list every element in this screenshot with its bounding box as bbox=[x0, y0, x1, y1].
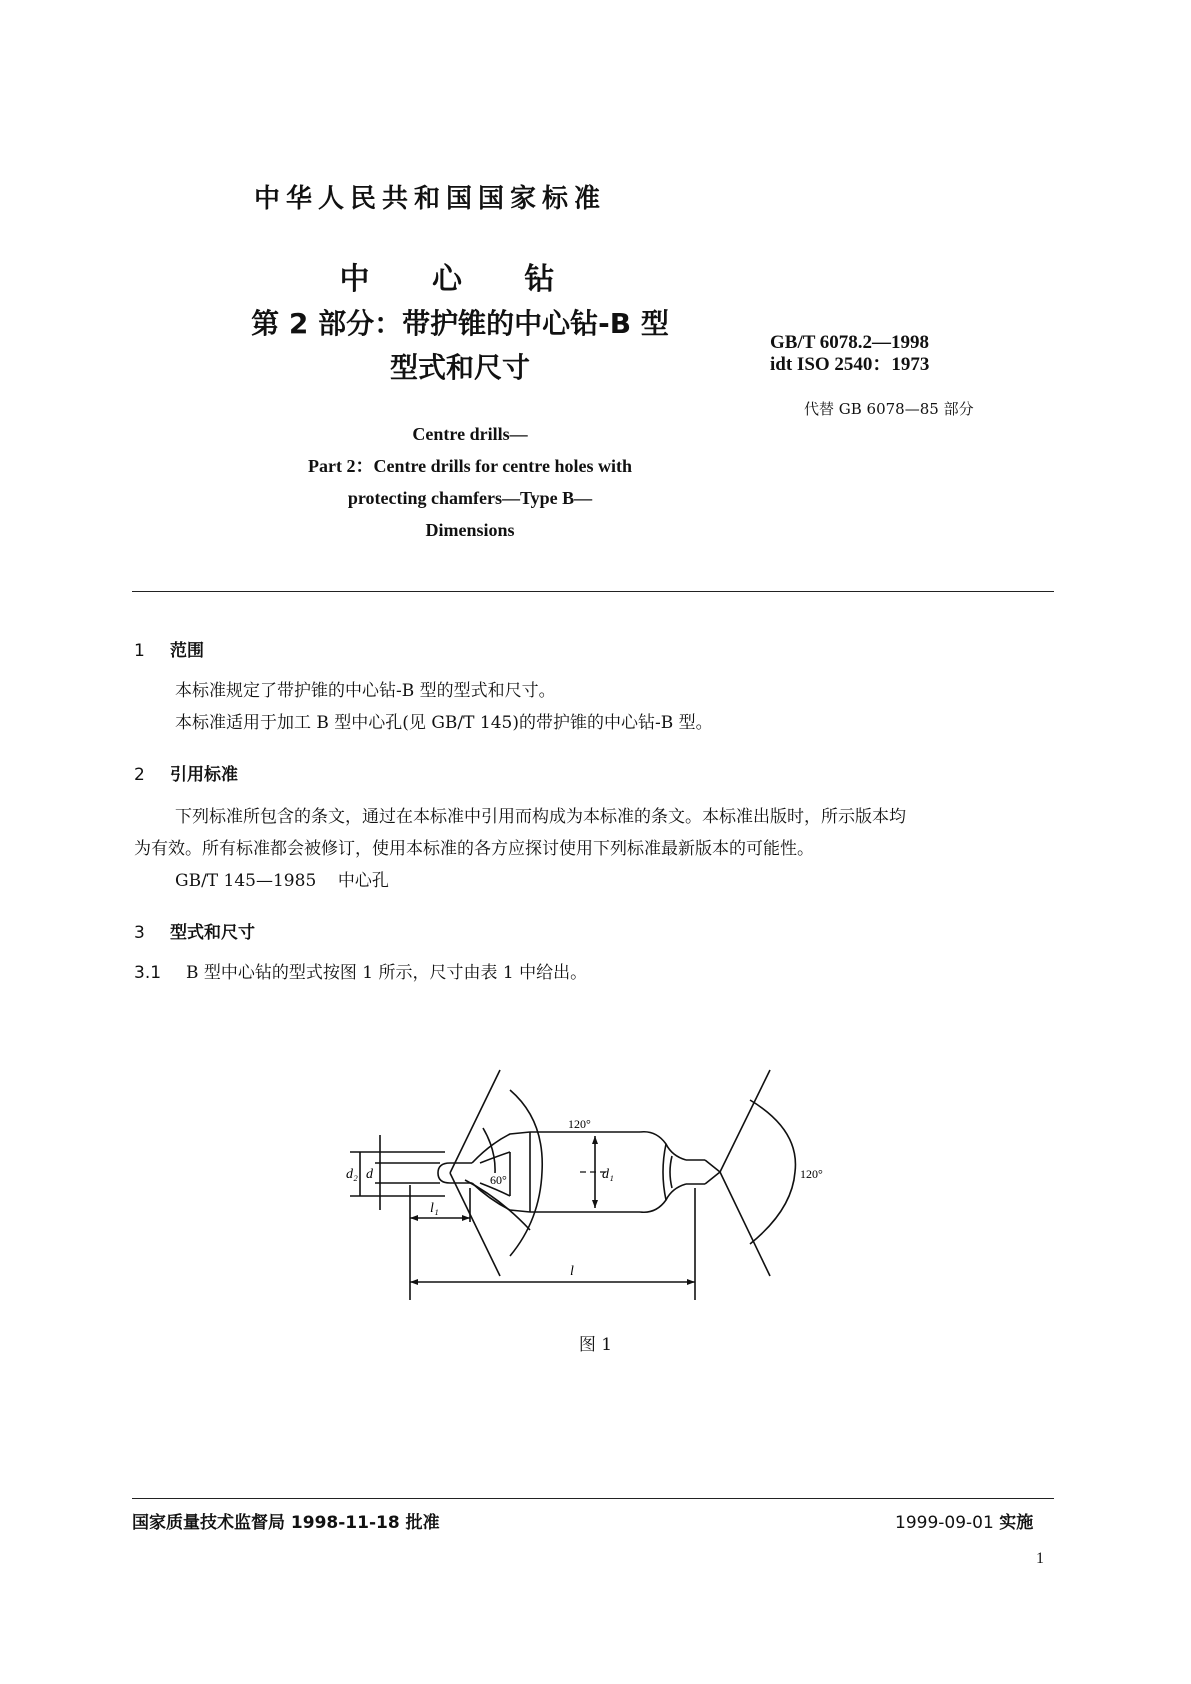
title-line-2: 第 2 部分：带护锥的中心钻-B 型 bbox=[251, 307, 669, 340]
section-2-title: 引用标准 bbox=[170, 765, 238, 785]
section-3-1-number: 3.1 bbox=[134, 963, 162, 983]
approval-line: 国家质量技术监督局 1998-11-18 批准 bbox=[132, 1513, 440, 1533]
label-d2: d₂ bbox=[346, 1167, 358, 1182]
left-cone-top bbox=[472, 1132, 530, 1163]
l1-arrow-right bbox=[462, 1215, 470, 1221]
title-line-3: 型式和尺寸 bbox=[389, 351, 530, 384]
section-2-number: 2 bbox=[134, 765, 145, 785]
section-2-paragraph-line-2: 为有效。所有标准都会被修订，使用本标准的各方应探讨使用下列标准最新版本的可能性。 bbox=[134, 839, 814, 859]
right-angle-line-lower bbox=[720, 1172, 770, 1276]
label-angle-120-right: 120° bbox=[800, 1167, 823, 1181]
section-2-reference: GB/T 145—1985 中心孔 bbox=[175, 871, 389, 891]
effective-label: 实施 bbox=[999, 1513, 1034, 1533]
section-2-paragraph-line-1: 下列标准所包含的条文，通过在本标准中引用而构成为本标准的条文。本标准出版时，所示版本均 bbox=[175, 807, 906, 827]
title-line-1: 中 心 钻 bbox=[339, 262, 581, 297]
label-d1: d₁ bbox=[602, 1167, 614, 1182]
english-title-line-1: Centre drills— bbox=[412, 424, 528, 444]
section-1-heading bbox=[134, 636, 204, 661]
english-title-line-4: Dimensions bbox=[425, 520, 515, 540]
section-1-number: 1 bbox=[134, 641, 145, 661]
right-cone-bottom bbox=[640, 1184, 686, 1212]
section-1-title: 范围 bbox=[170, 641, 204, 661]
right-shoulder-arc bbox=[663, 1144, 666, 1200]
top-divider bbox=[132, 591, 1054, 592]
standard-number: GB/T 6078.2—1998 bbox=[770, 332, 930, 353]
right-120-arc bbox=[750, 1100, 795, 1244]
bottom-divider bbox=[132, 1498, 1054, 1499]
d1-arrow-bottom bbox=[592, 1200, 598, 1208]
label-angle-120-left: 120° bbox=[568, 1117, 591, 1131]
title-block bbox=[200, 258, 720, 390]
label-l: l bbox=[570, 1264, 574, 1279]
l-arrow-left bbox=[410, 1279, 418, 1285]
section-3-number: 3 bbox=[134, 923, 145, 943]
left-pilot-tip bbox=[438, 1163, 450, 1183]
label-l1: l₁ bbox=[430, 1201, 439, 1216]
figure-caption: 图 1 bbox=[578, 1335, 613, 1355]
section-2-heading bbox=[134, 760, 238, 785]
label-angle-60: 60° bbox=[490, 1173, 507, 1187]
standard-number-block bbox=[770, 332, 929, 376]
right-inner-arc bbox=[670, 1156, 672, 1188]
country-standard-heading: 中华人民共和国国家标准 bbox=[253, 184, 606, 214]
english-title-line-2: Part 2：Centre drills for centre holes with bbox=[308, 456, 632, 476]
left-cone-bottom bbox=[472, 1183, 530, 1212]
idt-iso: idt ISO 2540：1973 bbox=[770, 354, 930, 375]
page-number: 1 bbox=[1036, 1550, 1044, 1567]
section-3-1-text: B 型中心钻的型式按图 1 所示，尺寸由表 1 中给出。 bbox=[186, 963, 588, 983]
figure-1-drawing bbox=[330, 1060, 870, 1320]
english-title-line-3: protecting chamfers—Type B— bbox=[347, 488, 593, 508]
effective-line bbox=[895, 1508, 1033, 1533]
replaces-note: 代替 GB 6078—85 部分 bbox=[804, 400, 974, 418]
label-d: d bbox=[366, 1167, 373, 1182]
effective-date: 1999-09-01 bbox=[895, 1513, 994, 1533]
section-1-paragraph-1: 本标准规定了带护锥的中心钻-B 型的型式和尺寸。 bbox=[175, 681, 556, 701]
section-3-heading bbox=[134, 918, 255, 943]
left-120-arc bbox=[510, 1090, 542, 1256]
right-angle-line-upper bbox=[720, 1070, 770, 1172]
right-pilot-tip bbox=[705, 1160, 720, 1184]
d1-arrow-top bbox=[592, 1136, 598, 1144]
section-3-1-line bbox=[134, 958, 587, 988]
l-arrow-right bbox=[687, 1279, 695, 1285]
english-title bbox=[240, 418, 700, 546]
section-1-paragraph-2: 本标准适用于加工 B 型中心孔(见 GB/T 145)的带护锥的中心钻-B 型。 bbox=[175, 713, 713, 733]
section-3-title: 型式和尺寸 bbox=[170, 923, 255, 943]
right-cone-top bbox=[640, 1132, 686, 1160]
l1-arrow-left bbox=[410, 1215, 418, 1221]
